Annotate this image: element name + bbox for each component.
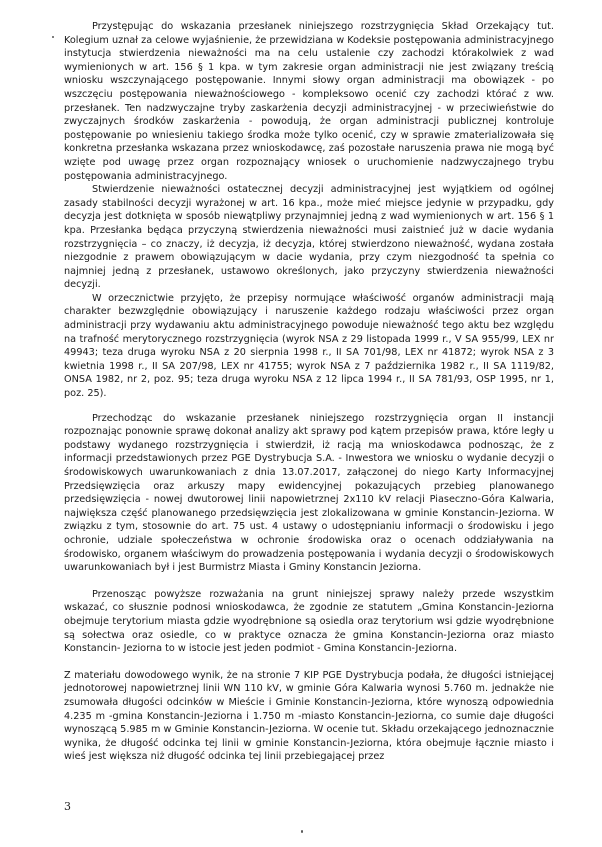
scan-speck xyxy=(52,36,54,38)
paragraph: Przechodząc do wskazanie przesłanek niniejszego rozstrzygnięcia organ II instancji rozpoznając ponownie sprawę dokonał analizy akt sprawy pod kątem przepisów prawa, które legły u podstawy wydanego rozstrzygnięcia i stwierdził, iż racją ma wnioskodawca podnosząc, że z informacji przedstawionych przez PGE Dystrybucja S.A. - Inwestora we wniosku o wydanie decyzji o środowiskowych uwarunkowaniach z dnia 13.07.2017, załączonej do niego Karty Informacyjnej Przedsięwzięcia oraz arkuszy mapy ewidencyjnej pokazujących przebieg planowanego przedsięwzięcia - nowej dwutorowej linii napowietrznej 2x110 kV relacji Piaseczno-Góra Kalwaria, największa część planowanego przedsięwzięcia jest zlokalizowana w gminie Konstancin-Jeziorna. W związku z tym, stosownie do art. 75 ust. 4 ustawy o udostępnianiu informacji o środowisku i jego ochronie, udziale społeczeństwa w ochronie środowiska oraz o ocenach oddziaływania na środowisko, organem właściwym do prowadzenia postępowania i wydania decyzji o środowiskowych uwarunkowaniach był i jest Burmistrz Miasta i Gminy Konstancin Jeziorna. xyxy=(64,412,554,574)
page-number: 3 xyxy=(64,800,71,813)
scan-speck xyxy=(301,830,303,833)
paragraph: Przystępując do wskazania przesłanek niniejszego rozstrzygnięcia Skład Orzekający tut. Kolegium uznał za celowe wyjaśnienie, że przewidziana w Kodeksie postępowania administracyjnego instytucja stwierdzenia nieważności ma na celu ustalenie czy zachodzi którakolwiek z wad wymienionych w art. 156 § 1 kpa. w tym zakresie organ administracji nie jest związany treścią wniosku wszczynającego postępowanie. Innymi słowy organ administracji ma obowiązek - po wszczęciu postępowania nieważnościowego - kompleksowo ocenić czy zachodzi którać z ww. przesłanek. Ten nadzwyczajne tryby zaskarżenia decyzji administracyjnej - w przeciwieństwie do zwyczajnych środków zaskarżenia - powodują, że organ administracji publicznej kontroluje postępowanie po wniesieniu takiego środka może tylko ocenić, czy w sprawie zmaterializowała się konkretna przesłanka wskazana przez wnioskodawcę, zaś pozostałe naruszenia prawa nie mogą być wzięte pod uwagę przez organ rozpoznający wniosek o uruchomienie nadzwyczajnego trybu postępowania administracyjnego. xyxy=(64,21,554,182)
paragraph: W orzecznictwie przyjęto, że przepisy normujące właściwość organów administracji mają charakter bezwzględnie obowiązujący i naruszenie każdego rodzaju właściwości przez organ administracji przy wydawaniu aktu administracyjnego powoduje nieważność tego aktu bez względu na trafność merytorycznego rozstrzygnięcia (wyrok NSA z 29 listopada 1999 r., V SA 955/99, LEX nr 49943; teza druga wyroku NSA z 20 sierpnia 1998 r., II SA 701/98, LEX nr 41872; wyrok NSA z 3 kwietnia 1998 r., II SA 207/98, LEX nr 41755; wyrok NSA z 7 października 1982 r., II SA 1119/82, ONSA 1982, nr 2, poz. 95; teza druga wyroku NSA z 12 lipca 1994 r., II SA 781/93, OSP 1995, nr 1, poz. 25). xyxy=(64,292,554,400)
document-body xyxy=(64,20,554,764)
paragraph: Z materiału dowodowego wynik, że na stronie 7 KIP PGE Dystrybucja podała, że długości istniejącej jednotorowej napowietrznej linii WN 110 kV, w gminie Góra Kalwaria wynosi 5.760 m. jednakże nie zsumowała długości odcinków w Mieście i Gminie Konstancin-Jeziorna, które wynoszą odpowiednia 4.235 m -gmina Konstancin-Jeziorna i 1.750 m -miasto Konstancin-Jeziorna, co sumie daje długości wynoszącą 5.985 m w Gminie Konstancin-Jeziorna. W ocenie tut. Składu orzekającego jednoznacznie wynika, że długość odcinka tej linii w gminie Konstancin-Jeziorna, która obejmuje łącznie miasto i wieś jest większa niż długość odcinka tej linii przebiegającej przez xyxy=(64,669,554,763)
paragraph: Przenosząc powyższe rozważania na grunt niniejszej sprawy należy przede wszystkim wskazać, co słusznie podnosi wnioskodawca, że zgodnie ze statutem „Gmina Konstancin-Jeziorna obejmuje terytorium miasta gdzie wyodrębnione są osiedla oraz terytorium wsi gdzie wyodrębnione są sołectwa oraz osiedle, co w praktyce oznacza że gmina Konstancin-Jeziorna oraz miasto Konstancin- Jeziorna to w istocie jest jeden podmiot - Gmina Konstancin-Jeziorna. xyxy=(64,588,554,655)
paragraph: Stwierdzenie nieważności ostatecznej decyzji administracyjnej jest wyjątkiem od ogólnej zasady stabilności decyzji wyrażonej w art. 16 kpa., może mieć miejsce jedynie w przypadku, gdy decyzja jest dotknięta w sposób niewątpliwy przynajmniej jedną z wad wymienionych w art. 156 § 1 kpa. Przesłanka będąca przyczyną stwierdzenia nieważności musi zaistnieć już w dacie wydania rozstrzygnięcia – co znaczy, iż decyzja, iż decyzja, której stwierdzono nieważność, wydana została niezgodnie z prawem obowiązującym w dacie wydania, przy czym niezgodność ta spełnia co najmniej jedną z przesłanek, ustawowo określonych, jako przyczyny stwierdzenia nieważności decyzji. xyxy=(64,184,554,291)
